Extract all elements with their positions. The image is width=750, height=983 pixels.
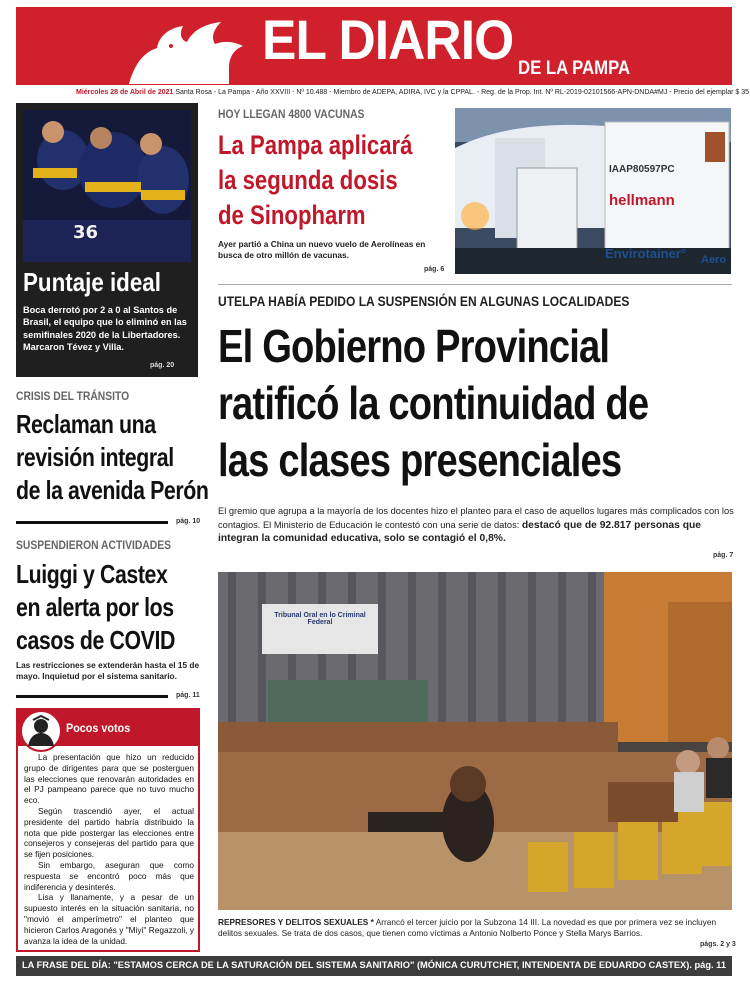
vaccine-headline-line-2: la segunda dosis xyxy=(218,165,398,195)
main-summary-highlight: destacó que de 92.817 personas que integran la comunidad educativa, solo se contagió el 0,8%. xyxy=(218,519,702,545)
sports-page-ref: pág. 20 xyxy=(150,362,175,369)
vaccine-summary: Ayer partió a China un nuevo vuelo de Aerolíneas en busca de otro millón de vacunas. xyxy=(218,239,426,260)
main-headline xyxy=(218,318,683,489)
vaccine-kicker: HOY LLEGAN 4800 VACUNAS xyxy=(218,107,365,121)
column-paragraph: La presentación que hizo un reducido grupo de dirigentes para que se posterguen las elecciones que renovarán autoridades en el PJ pampeano parece que no tuvo mucho eco. xyxy=(24,752,194,806)
sports-headline: Puntaje ideal xyxy=(23,267,161,297)
courtroom-photo xyxy=(218,572,732,910)
envirotainer-logo: Envirotainer° xyxy=(605,246,687,261)
transit-headline-line-1: Reclaman una xyxy=(16,409,156,439)
covid-kicker: SUSPENDIERON ACTIVIDADES xyxy=(16,538,172,552)
football-celebration-photo xyxy=(23,110,191,262)
transit-rule xyxy=(16,521,168,524)
vaccine-headline xyxy=(218,128,415,233)
transit-headline-line-3: de la avenida Perón xyxy=(16,475,209,505)
container-code: IAAP80597PC xyxy=(609,164,675,175)
main-page-ref: pág. 7 xyxy=(713,552,734,559)
quote-of-the-day: LA FRASE DEL DÍA: "ESTAMOS CERCA DE LA SATURACIÓN DEL SISTEMA SANITARIO" (MÓNICA CURUTCHET, INTENDENTA DE EDUARDO CASTEX). pág. 11 xyxy=(21,960,727,970)
edition-date: Miércoles 28 de Abril de 2021 xyxy=(76,89,174,96)
court-banner: Tribunal Oral en lo Criminal Federal xyxy=(274,612,366,626)
vaccine-headline-line-1: La Pampa aplicará xyxy=(218,130,413,160)
column-body xyxy=(24,752,194,946)
main-summary-text: El gremio que agrupa a la mayoría de los docentes hizo el planteo para el caso de aquellos lugares más complicados con los contagios. El Ministerio de Educación le contestó con una serie de datos: xyxy=(218,506,734,530)
main-headline-line-1: El Gobierno Provincial xyxy=(218,320,610,372)
transit-headline-line-2: revisión integral xyxy=(16,442,174,472)
main-headline-line-3: las clases presenciales xyxy=(218,434,622,486)
edition-info: Santa Rosa - La Pampa - Año XXVIII - Nº 10.488 - Miembro de ADEPA, ADIRA, IVC y la CPPAL. - Reg. de la Prop. Int. Nº RL-2019-02101566-APN-DNDA#MJ - Precio del ejemplar $ 35 xyxy=(173,89,750,96)
column-paragraph: Según trascendió ayer, el actual presidente del partido habría distribuido la nota que pide postergar las elecciones entre consejeros y consejeras del partido para que se fijen posiciones. xyxy=(24,805,194,860)
vaccine-cargo-photo xyxy=(455,108,731,274)
main-kicker: UTELPA HABÍA PEDIDO LA SUSPENSIÓN EN ALGUNAS LOCALIDADES xyxy=(218,293,630,309)
court-caption xyxy=(218,917,732,939)
main-story-rule xyxy=(218,284,732,285)
masthead-subtitle: DE LA PAMPA xyxy=(518,58,631,79)
covid-page-ref: pág. 11 xyxy=(176,692,200,699)
court-page-ref: págs. 2 y 3 xyxy=(700,941,736,948)
aerolineas-logo: Aero xyxy=(701,254,727,266)
covid-rule xyxy=(16,695,168,698)
main-summary xyxy=(218,505,734,546)
transit-page-ref: pág. 10 xyxy=(176,518,201,525)
columnist-avatar-icon xyxy=(20,710,62,752)
column-paragraph: Sin embargo, aseguran que como respuesta se encontró poco más que indiferencia y desinterés. xyxy=(24,859,194,892)
court-caption-kicker: REPRESORES Y DELITOS SEXUALES * xyxy=(218,917,374,927)
sports-summary: Boca derrotó por 2 a 0 al Santos de Brasil, el equipo que lo eliminó en las semifinales 2020 de la Libertadores. Marcaron Tévez y Villa. xyxy=(23,305,187,353)
covid-headline-line-2: en alerta por los xyxy=(16,592,174,622)
vaccine-headline-line-3: de Sinopharm xyxy=(218,200,366,230)
hellmann-logo: hellmann xyxy=(609,192,675,209)
covid-summary: Las restricciones se extenderán hasta el 15 de mayo. Inquietud por el sistema sanitario. xyxy=(16,660,200,681)
dateline xyxy=(76,88,750,98)
court-caption-text: Arrancó el tercer juicio por la Subzona 14 III. La novedad es que por primera vez se incluyen delitos sexuales. Se trata de dos casos, que tienen como víctimas a Antonio Nolberto Ponce y Stella Marys Barrios. xyxy=(218,917,717,938)
column-title: Pocos votos xyxy=(66,721,131,735)
main-headline-line-2: ratificó la continuidad de xyxy=(218,377,649,429)
column-paragraph: Lisa y llanamente, y a pesar de un supuesto interés en la situación sanitaria, no "movió el amperímetro" el planteo que hicieron Carlos Aragonés y "Miyi" Regazzoli, y avanza la idea de la unidad. xyxy=(24,892,194,946)
covid-headline-line-3: casos de COVID xyxy=(16,625,175,655)
masthead-title: EL DIARIO xyxy=(262,8,514,71)
svg-text:36: 36 xyxy=(73,222,99,243)
vaccine-page-ref: pág. 6 xyxy=(424,266,445,273)
covid-headline-line-1: Luiggi y Castex xyxy=(16,559,168,589)
logo-bird-icon xyxy=(125,22,243,84)
transit-kicker: CRISIS DEL TRÁNSITO xyxy=(16,389,130,403)
